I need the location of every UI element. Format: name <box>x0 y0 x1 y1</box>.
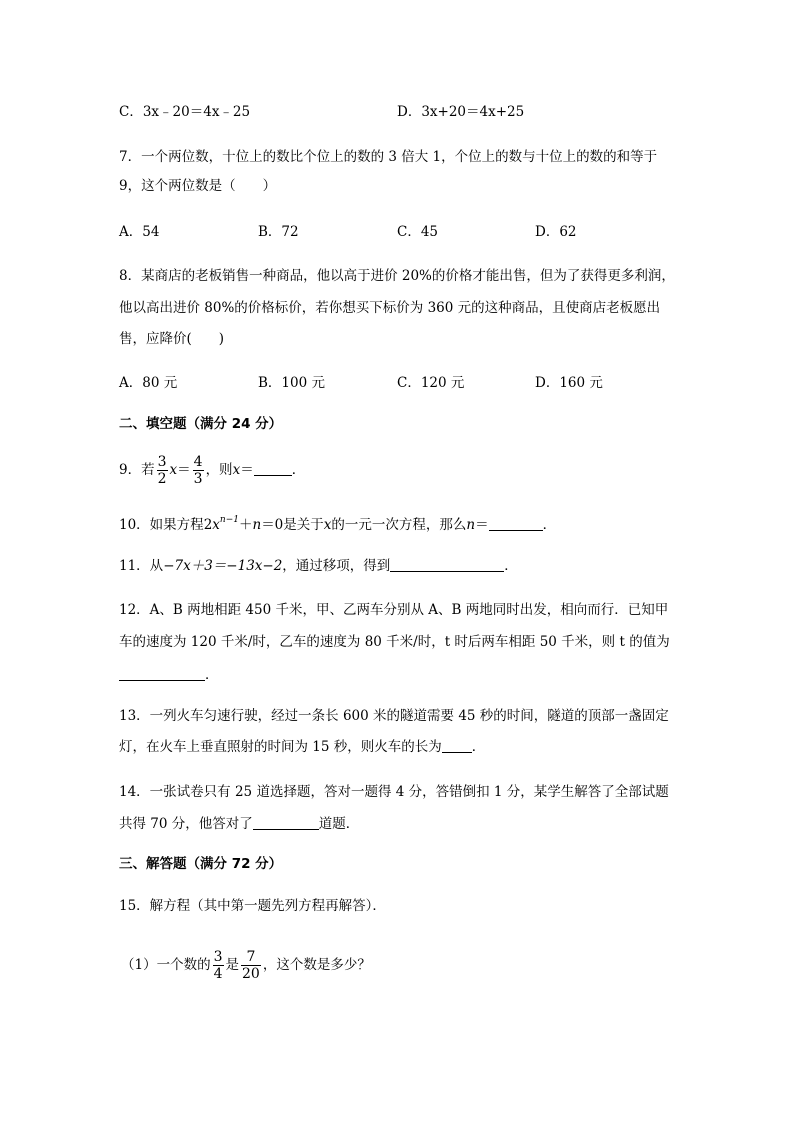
q6-option-c-label: C． <box>119 104 143 120</box>
q14-answer-blank[interactable] <box>253 815 319 830</box>
q7-option-a: A．54 <box>119 224 160 240</box>
q13-line-2-text: 灯，在火车上垂直照射的时间为 15 秒，则火车的长为 <box>119 739 442 755</box>
q9-mid: ，则 <box>205 462 233 478</box>
q8-option-b: B．100 元 <box>258 375 325 391</box>
q7-option-d: D．62 <box>535 224 577 240</box>
q15-fraction-1 <box>213 950 224 981</box>
q11-end: ． <box>504 558 518 574</box>
q9-equals: ＝ <box>177 462 191 478</box>
q10-equals-2: ＝ <box>475 517 489 533</box>
q9-variable: x <box>169 462 178 478</box>
q6-option-c <box>119 102 250 122</box>
q12-line-3 <box>119 665 219 685</box>
q11-prefix: 11．从 <box>119 558 164 574</box>
q15-sub-1-prefix: （1）一个数的 <box>121 957 211 973</box>
q10-mid-2: 的一元一次方程，那么 <box>331 517 467 533</box>
q15-fraction-1-numerator: 3 <box>213 949 223 965</box>
q11-mid: ，通过移项，得到 <box>282 558 391 574</box>
q10-variable: x <box>212 517 220 533</box>
q13-answer-blank[interactable] <box>442 738 472 753</box>
q15-fraction-2 <box>241 950 261 981</box>
q10-n: n <box>252 517 262 533</box>
q15-sub-1-end: ，这个数是多少？ <box>262 957 371 973</box>
q9-end: ． <box>291 462 306 478</box>
q15-fraction-2-denominator: 20 <box>242 966 260 982</box>
q10-answer-blank[interactable] <box>489 516 543 531</box>
q9-answer-blank[interactable] <box>254 461 292 476</box>
q9-fraction-1-numerator: 3 <box>157 454 167 470</box>
q14-line-2-suffix: 道题． <box>318 816 360 832</box>
q12-line-1: 12．A、B 两地相距 450 千米，甲、乙两车分别从 A、B 两地同时出发，相向而行．已知甲 <box>119 602 669 618</box>
q9-fraction-1 <box>157 455 168 486</box>
q9-fraction-2-denominator: 3 <box>193 471 203 487</box>
q8-option-d: D．160 元 <box>535 375 603 391</box>
q11 <box>119 556 518 576</box>
q11-expression: −7x＋3＝−13x−2 <box>163 558 283 574</box>
q6-option-d-expr: 3x+20＝4x+25 <box>421 104 525 120</box>
q10-n-2: n <box>466 517 476 533</box>
q15-sub-1 <box>121 946 371 984</box>
q10-variable-2: x <box>323 517 332 533</box>
q8-line-2: 他以高出进价 80%的价格标价，若你想买下标价为 360 元的这种商品，且使商店老板愿出 <box>119 300 661 316</box>
q9-fraction-2-numerator: 4 <box>193 454 203 470</box>
q7-option-b: B．72 <box>258 224 299 240</box>
q14-line-2 <box>119 814 359 834</box>
q15-line-1: 15．解方程（其中第一题先列方程再解答）． <box>119 898 386 914</box>
q9 <box>119 451 305 489</box>
q15-fraction-2-numerator: 7 <box>246 949 256 965</box>
q11-answer-blank[interactable] <box>390 557 504 572</box>
q9-equals-2: ＝ <box>240 462 254 478</box>
q9-fraction-2 <box>193 455 204 486</box>
q14-line-2-prefix: 共得 70 分，他答对了 <box>119 816 253 832</box>
q6-option-c-expr: 3x﹣20＝4x﹣25 <box>142 104 251 120</box>
section-3-heading: 三、解答题（满分 72 分） <box>119 856 283 872</box>
q15-sub-1-mid: 是 <box>225 957 240 973</box>
q9-fraction-1-denominator: 2 <box>157 471 167 487</box>
q7-line-1: 7．一个两位数，十位上的数比个位上的数的 3 倍大 1，个位上的数与十位上的数的和等于 <box>119 149 658 165</box>
q15-fraction-1-denominator: 4 <box>213 966 223 982</box>
q10-plus: ＋ <box>238 517 253 533</box>
q6-option-d-label: D． <box>397 104 422 120</box>
q10-end: ． <box>542 517 557 533</box>
q10-exponent: n−1 <box>219 515 239 525</box>
q12-end: ． <box>205 667 219 683</box>
q13-line-2 <box>119 737 485 757</box>
section-2-heading: 二、填空题（满分 24 分） <box>119 416 283 432</box>
q8-line-1: 8．某商店的老板销售一种商品，他以高于进价 20%的价格才能出售，但为了获得更多利润， <box>119 268 675 284</box>
q10-coefficient: 2 <box>203 517 213 533</box>
q12-line-2: 车的速度为 120 千米/时，乙车的速度为 80 千米/时，t 时后两车相距 50 千米，则 t 的值为 <box>119 634 670 650</box>
q14-line-1: 14．一张试卷只有 25 道选择题，答对一题得 4 分，答错倒扣 1 分，某学生解答了全部试题 <box>119 784 669 800</box>
q10-equals-zero: ＝0 <box>261 517 284 533</box>
q13-end: ． <box>471 739 486 755</box>
q10-prefix: 10．如果方程 <box>119 517 204 533</box>
q10 <box>119 510 556 535</box>
q8-option-c: C．120 元 <box>397 375 465 391</box>
q13-line-1: 13．一列火车匀速行驶，经过一条长 600 米的隧道需要 45 秒的时间，隧道的顶部一盏固定 <box>119 708 669 724</box>
q12-answer-blank[interactable] <box>119 666 205 681</box>
q7-option-c: C．45 <box>397 224 439 240</box>
q8-option-a: A．80 元 <box>119 375 178 391</box>
q9-prefix: 9．若 <box>119 462 155 478</box>
q9-variable-2: x <box>232 462 241 478</box>
q8-line-3: 售，应降价( ) <box>119 331 225 347</box>
q7-line-2: 9，这个两位数是（ ） <box>119 178 277 194</box>
q10-mid: 是关于 <box>283 517 324 533</box>
q6-option-d <box>397 102 524 122</box>
